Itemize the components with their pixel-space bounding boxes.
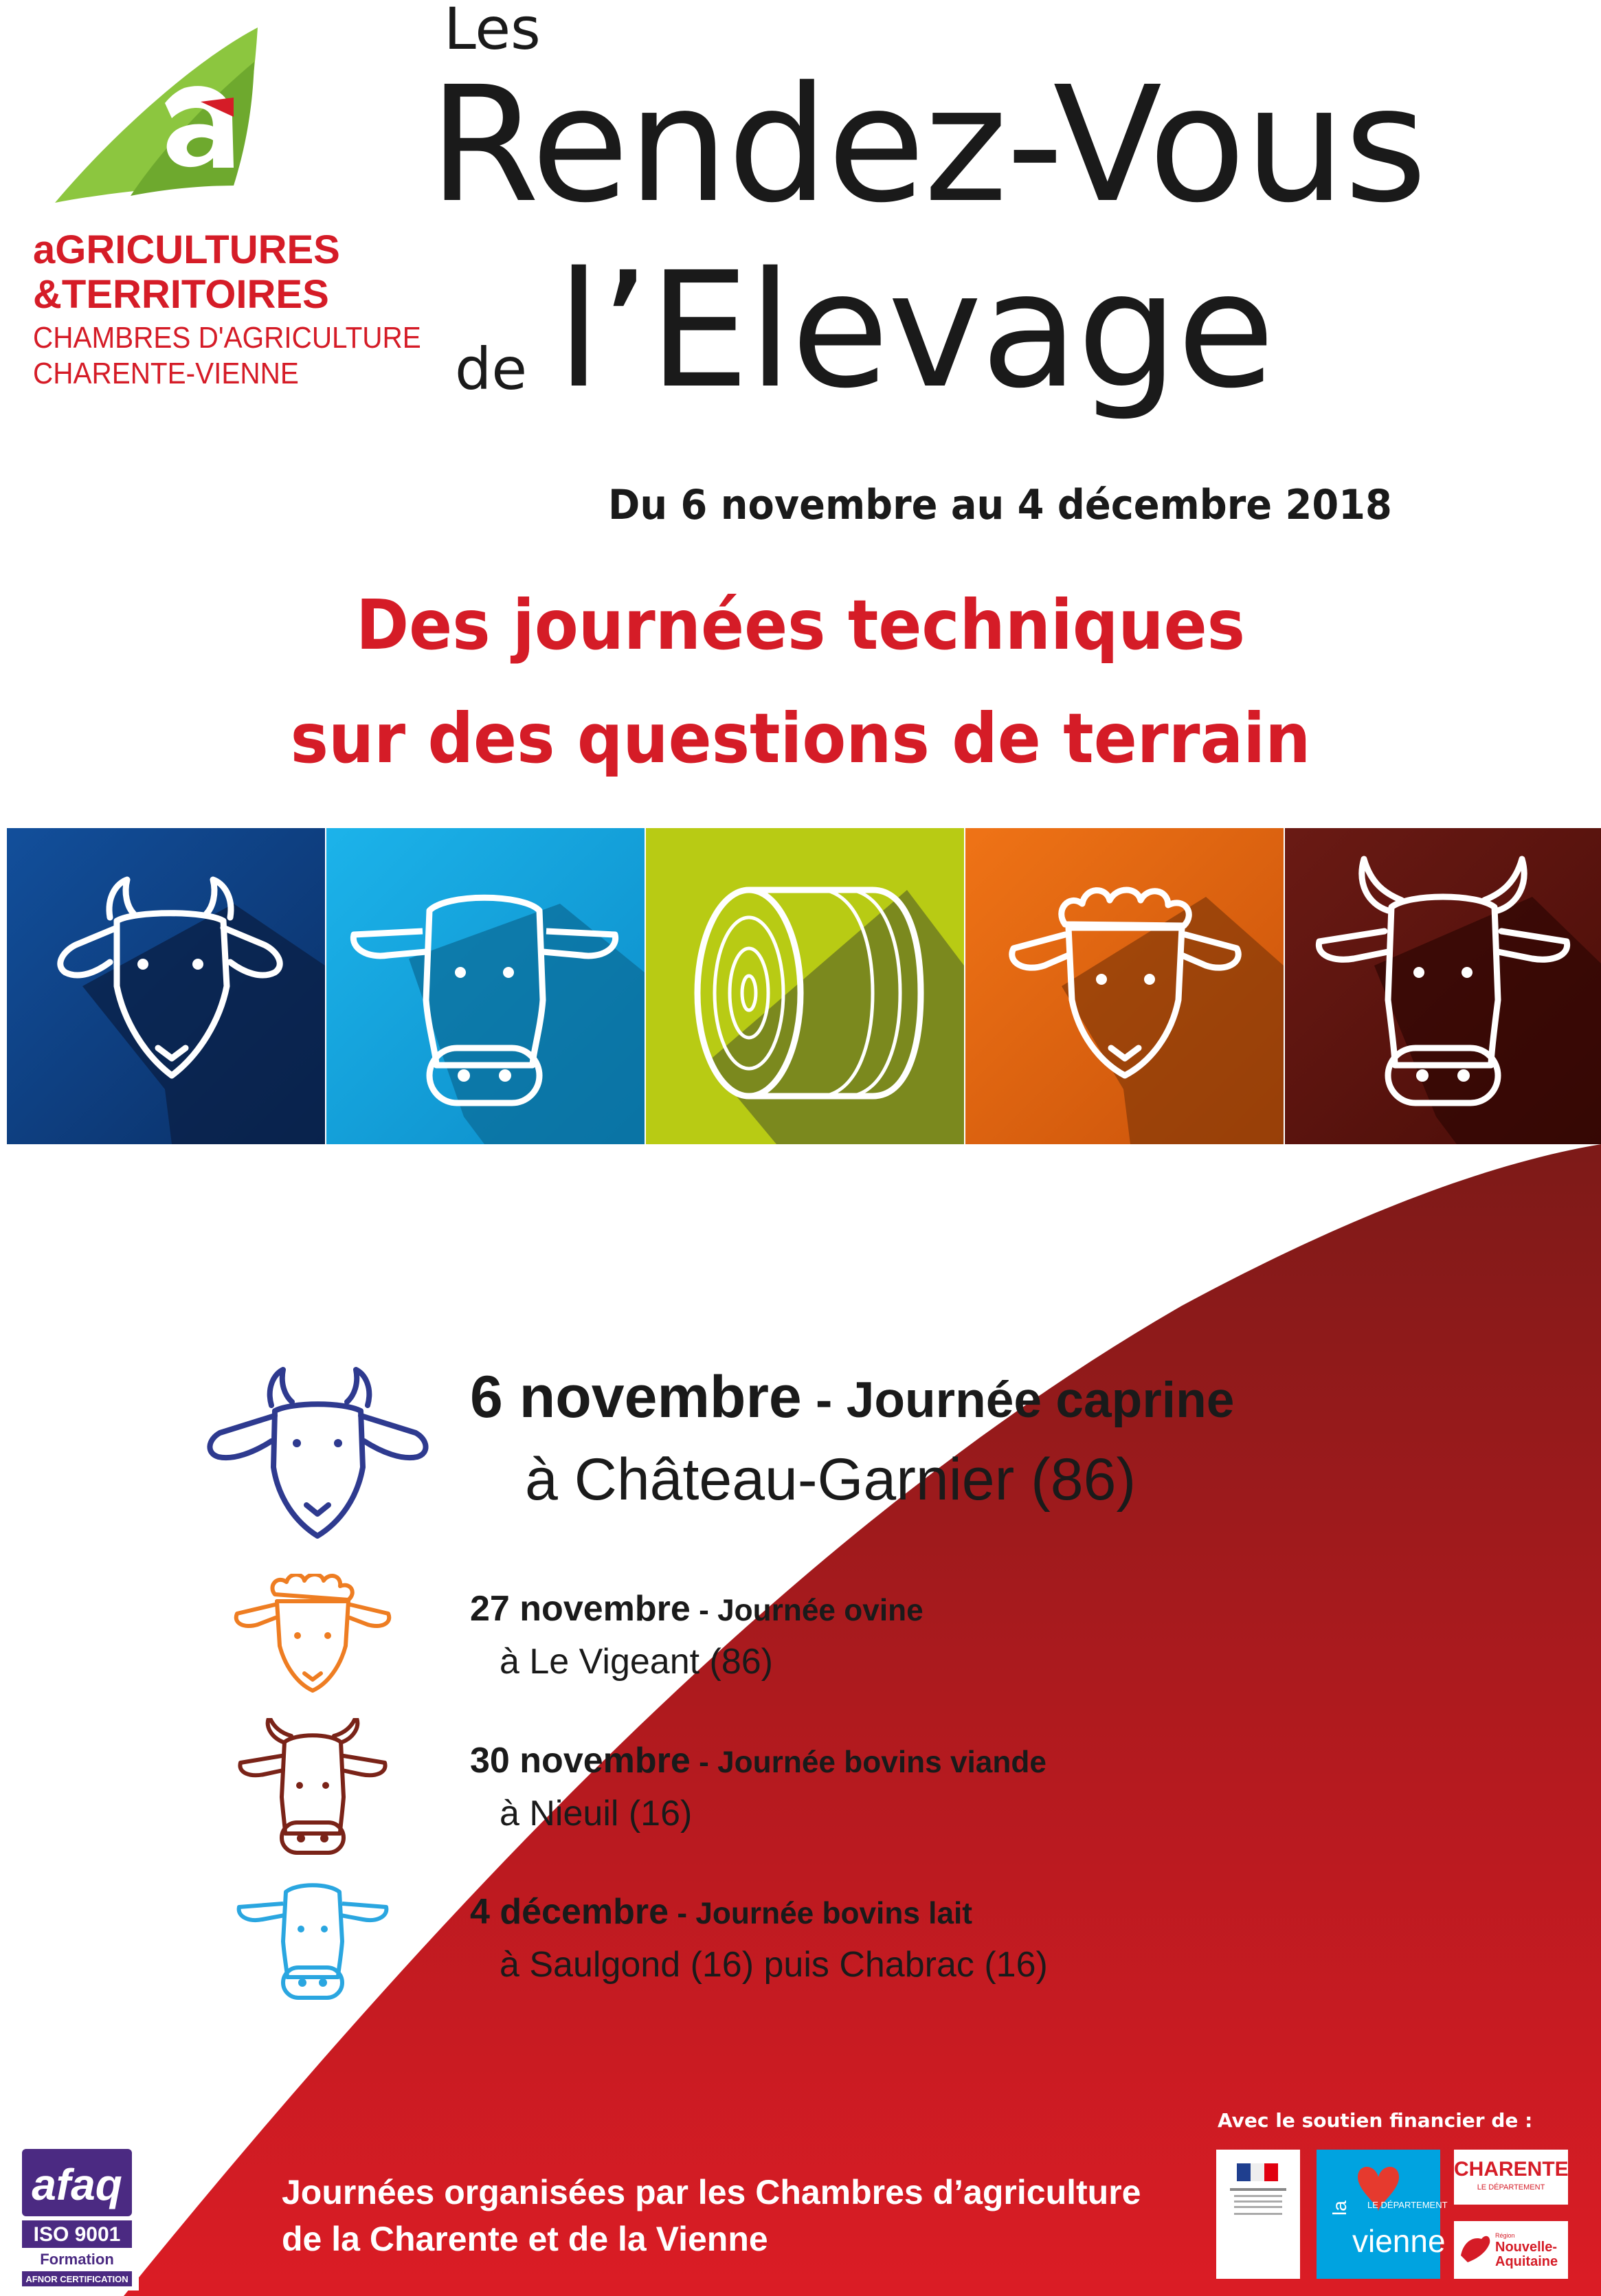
na-name: Nouvelle-Aquitaine bbox=[1495, 2240, 1558, 2269]
afaq-iso-logo bbox=[15, 2141, 139, 2291]
event-date: 30 novembre bbox=[470, 1741, 691, 1781]
vienne-department-logo bbox=[1317, 2150, 1448, 2279]
nouvelle-aquitaine-logo bbox=[1454, 2221, 1568, 2279]
event-kind: Journée bovins viande bbox=[717, 1746, 1046, 1779]
organizers-line-1: Journées organisées par les Chambres d’agriculture bbox=[282, 2173, 1141, 2211]
sheep-icon bbox=[230, 1574, 395, 1697]
beef-cow-icon bbox=[234, 1718, 392, 1855]
afaq-norm: ISO 9001 bbox=[33, 2223, 121, 2246]
event-separator: - bbox=[669, 1897, 696, 1930]
vienne-la: la bbox=[1329, 2200, 1350, 2216]
date-range: Du 6 novembre au 4 décembre 2018 bbox=[608, 481, 1392, 529]
event-separator: - bbox=[690, 1594, 718, 1627]
na-region-label: Région bbox=[1495, 2232, 1515, 2239]
event-bovins-viande-heading bbox=[470, 1743, 1046, 1779]
organizers-line-2: de la Charente et de la Vienne bbox=[282, 2220, 768, 2258]
event-caprine-location: à Château-Garnier (86) bbox=[525, 1447, 1137, 1513]
sheep-icon bbox=[965, 828, 1284, 1144]
afaq-brand: afaq bbox=[32, 2160, 122, 2209]
logo-line-territoires: &TERRITOIRES bbox=[33, 272, 329, 317]
band-tile-sheep bbox=[965, 828, 1284, 1144]
vienne-name: vienne bbox=[1352, 2223, 1446, 2259]
beef-cow-icon bbox=[1285, 828, 1601, 1144]
event-ovine-heading bbox=[470, 1591, 923, 1627]
goat-icon bbox=[192, 1364, 440, 1543]
event-bovins-viande-location: à Nieuil (16) bbox=[500, 1794, 693, 1834]
subtitle-line-2: sur des questions de terrain bbox=[290, 698, 1311, 779]
subtitle-line-1: Des journées techniques bbox=[355, 585, 1246, 665]
event-date: 6 novembre bbox=[470, 1364, 802, 1430]
dairy-cow-icon bbox=[326, 828, 645, 1144]
event-separator: - bbox=[690, 1746, 718, 1779]
logo-line-chambres: CHAMBRES D'AGRICULTURE bbox=[33, 321, 421, 355]
event-bovins-lait-heading bbox=[470, 1894, 972, 1930]
dairy-cow-icon bbox=[234, 1880, 392, 2003]
marianne-icon bbox=[1216, 2150, 1300, 2232]
goat-icon bbox=[7, 828, 325, 1144]
charente-name: CHARENTE bbox=[1454, 2158, 1569, 2181]
band-tile-beef-cow bbox=[1285, 828, 1601, 1144]
title-les: Les bbox=[444, 0, 541, 63]
hay-bale-icon bbox=[646, 828, 964, 1144]
logo-line-charente-vienne: CHARENTE-VIENNE bbox=[33, 357, 299, 390]
logo-line-agricultures: aGRICULTURES bbox=[33, 227, 340, 272]
event-date: 4 décembre bbox=[470, 1892, 669, 1932]
event-kind: Journée bovins lait bbox=[695, 1897, 973, 1930]
title-elevage: l’Elevage bbox=[557, 238, 1274, 423]
event-caprine-heading bbox=[470, 1364, 1235, 1430]
band-tile-hay-bale bbox=[646, 828, 964, 1144]
title-de: de bbox=[455, 335, 527, 403]
event-bovins-lait-location: à Saulgond (16) puis Chabrac (16) bbox=[500, 1945, 1048, 1985]
band-tile-dairy-cow bbox=[326, 828, 645, 1144]
charente-department-logo bbox=[1454, 2150, 1568, 2205]
title-rendez-vous: Rendez-Vous bbox=[429, 52, 1426, 238]
charente-sub: LE DÉPARTEMENT bbox=[1477, 2183, 1545, 2192]
agricultures-territoires-logo-icon bbox=[27, 21, 282, 220]
event-kind: Journée ovine bbox=[717, 1594, 923, 1627]
ministry-logo bbox=[1216, 2150, 1300, 2279]
support-label: Avec le soutien financier de : bbox=[1218, 2109, 1533, 2132]
afaq-label: Formation bbox=[40, 2251, 114, 2268]
event-ovine-location: à Le Vigeant (86) bbox=[500, 1642, 773, 1682]
event-kind: Journée caprine bbox=[846, 1372, 1235, 1428]
afaq-cert: AFNOR CERTIFICATION bbox=[25, 2274, 128, 2284]
lion-icon bbox=[1454, 2221, 1495, 2279]
event-date: 27 novembre bbox=[470, 1589, 691, 1629]
vienne-dept-label: LE DÉPARTEMENT bbox=[1367, 2200, 1448, 2210]
event-separator: - bbox=[801, 1372, 847, 1428]
band-tile-goat bbox=[7, 828, 325, 1144]
